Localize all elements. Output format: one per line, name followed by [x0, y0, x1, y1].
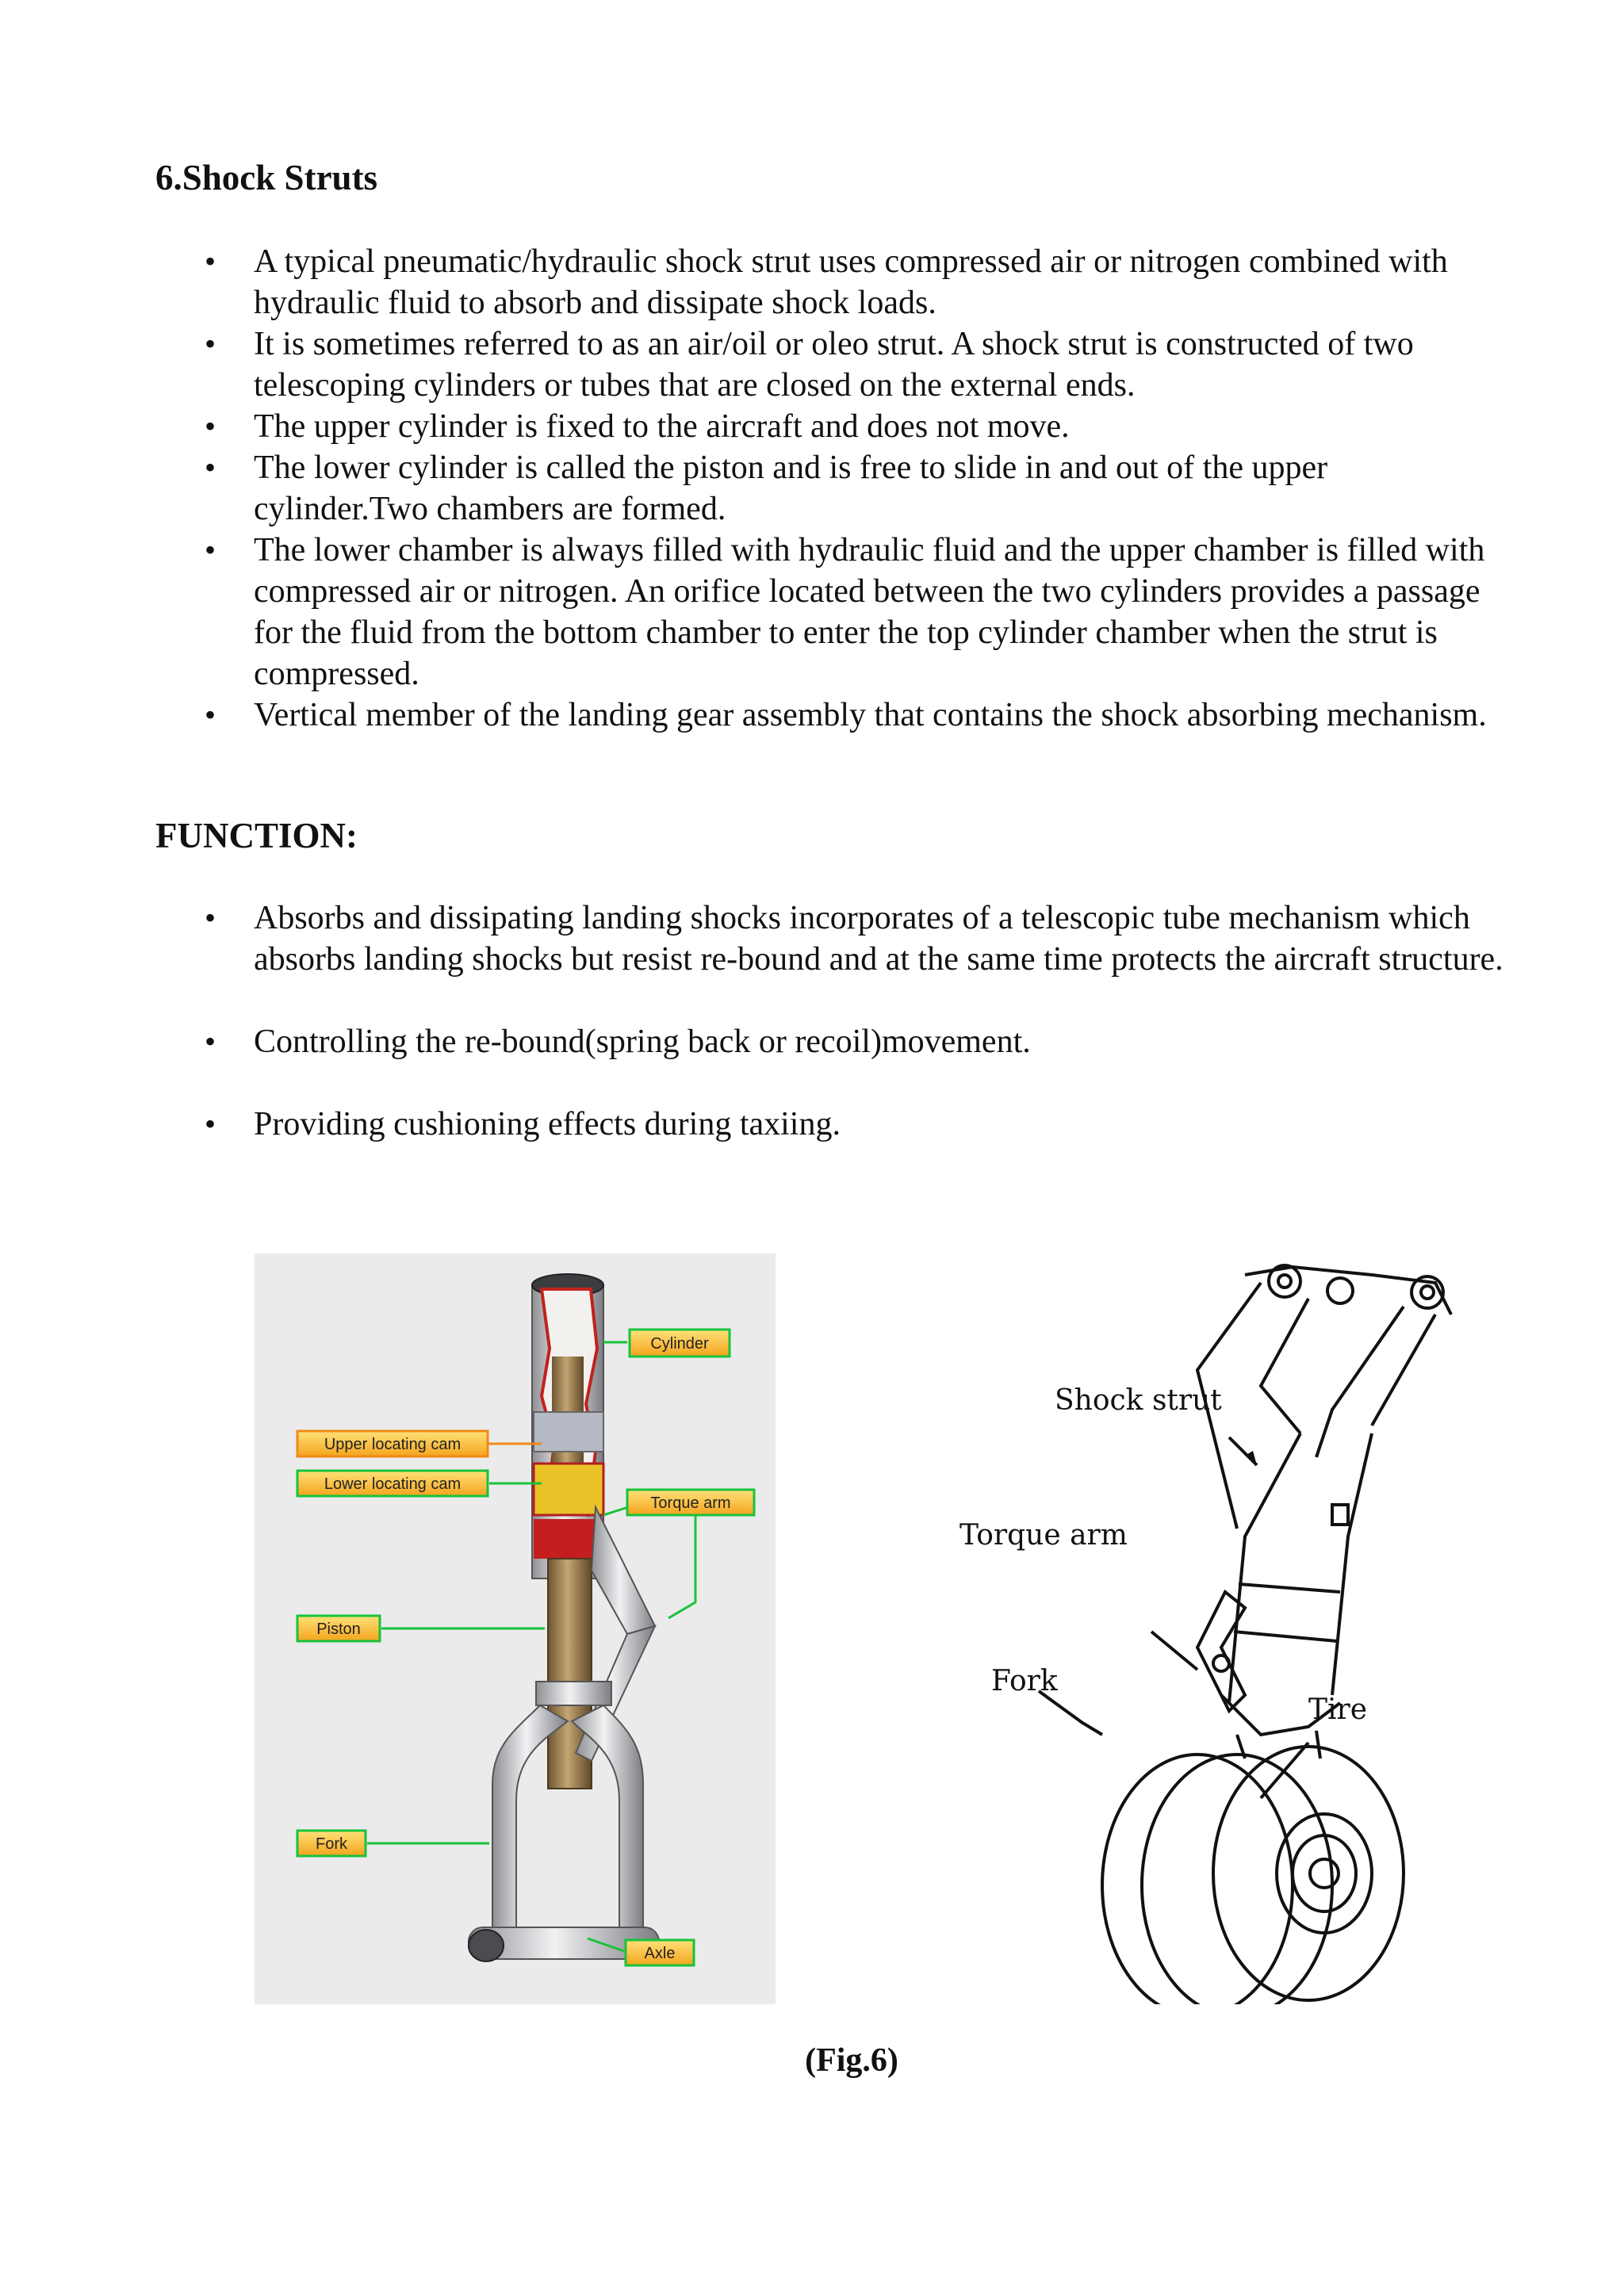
svg-text:Lower locating cam: Lower locating cam [324, 1475, 462, 1493]
list-item: • Absorbs and dissipating landing shocks incorporates of a telescopic tube mechanism which absorbs landing shocks but resist re-bound and at the same time protects the aircraft structure. [155, 897, 1503, 980]
list-item: • The lower chamber is always filled with hydraulic fluid and the upper chamber is filled with compressed air or nitrogen. An orifice located between the two cylinders provides a passage for the fluid from the bottom chamber to enter the top cylinder chamber when the strut is compressed. [155, 530, 1503, 695]
function-bullet-list [155, 897, 1503, 1186]
list-item: • Providing cushioning effects during taxiing. [155, 1104, 1503, 1145]
figure-caption: (Fig.6) [805, 2042, 898, 2079]
shock-strut-cutaway-image [255, 1253, 776, 2004]
list-item: • A typical pneumatic/hydraulic shock strut uses compressed air or nitrogen combined with hydraulic fluid to absorb and dissipate shock loads. [155, 241, 1503, 323]
label-shock-strut: Shock strut [1055, 1384, 1222, 1417]
shock-strut-cutaway-figure [255, 1253, 776, 2004]
label-cylinder [630, 1330, 730, 1357]
landing-gear-line-drawing-image [959, 1251, 1467, 2004]
list-item: • Vertical member of the landing gear assembly that contains the shock absorbing mechanism. [155, 695, 1503, 736]
svg-text:Torque arm: Torque arm [650, 1494, 731, 1512]
list-item: • It is sometimes referred to as an air/oil or oleo strut. A shock strut is constructed of two telescoping cylinders or tubes that are closed on the external ends. [155, 323, 1503, 406]
label-fork: Fork [991, 1665, 1058, 1697]
label-torque-arm [627, 1490, 754, 1515]
label-axle [626, 1940, 694, 1965]
label-upper-locating-cam [297, 1431, 488, 1456]
label-piston [297, 1616, 380, 1641]
function-title: FUNCTION: [155, 816, 358, 855]
list-item: • Controlling the re-bound(spring back or recoil)movement. [155, 1021, 1503, 1062]
label-fork [297, 1831, 366, 1856]
section-title: 6.Shock Struts [155, 158, 378, 197]
svg-text:Upper locating cam: Upper locating cam [324, 1436, 462, 1453]
label-torque-arm: Torque arm [959, 1519, 1128, 1552]
svg-text:Piston: Piston [316, 1621, 361, 1638]
label-lower-locating-cam [297, 1471, 488, 1496]
list-item: • The upper cylinder is fixed to the aircraft and does not move. [155, 406, 1503, 447]
label-tire: Tire [1308, 1693, 1368, 1726]
intro-bullet-list [155, 241, 1503, 736]
list-item: • The lower cylinder is called the piston and is free to slide in and out of the upper cylinder.Two chambers are formed. [155, 447, 1503, 530]
landing-gear-line-drawing-figure [959, 1251, 1467, 2004]
svg-text:Cylinder: Cylinder [650, 1335, 709, 1353]
svg-text:Fork: Fork [316, 1835, 347, 1853]
svg-text:Axle: Axle [644, 1945, 676, 1962]
